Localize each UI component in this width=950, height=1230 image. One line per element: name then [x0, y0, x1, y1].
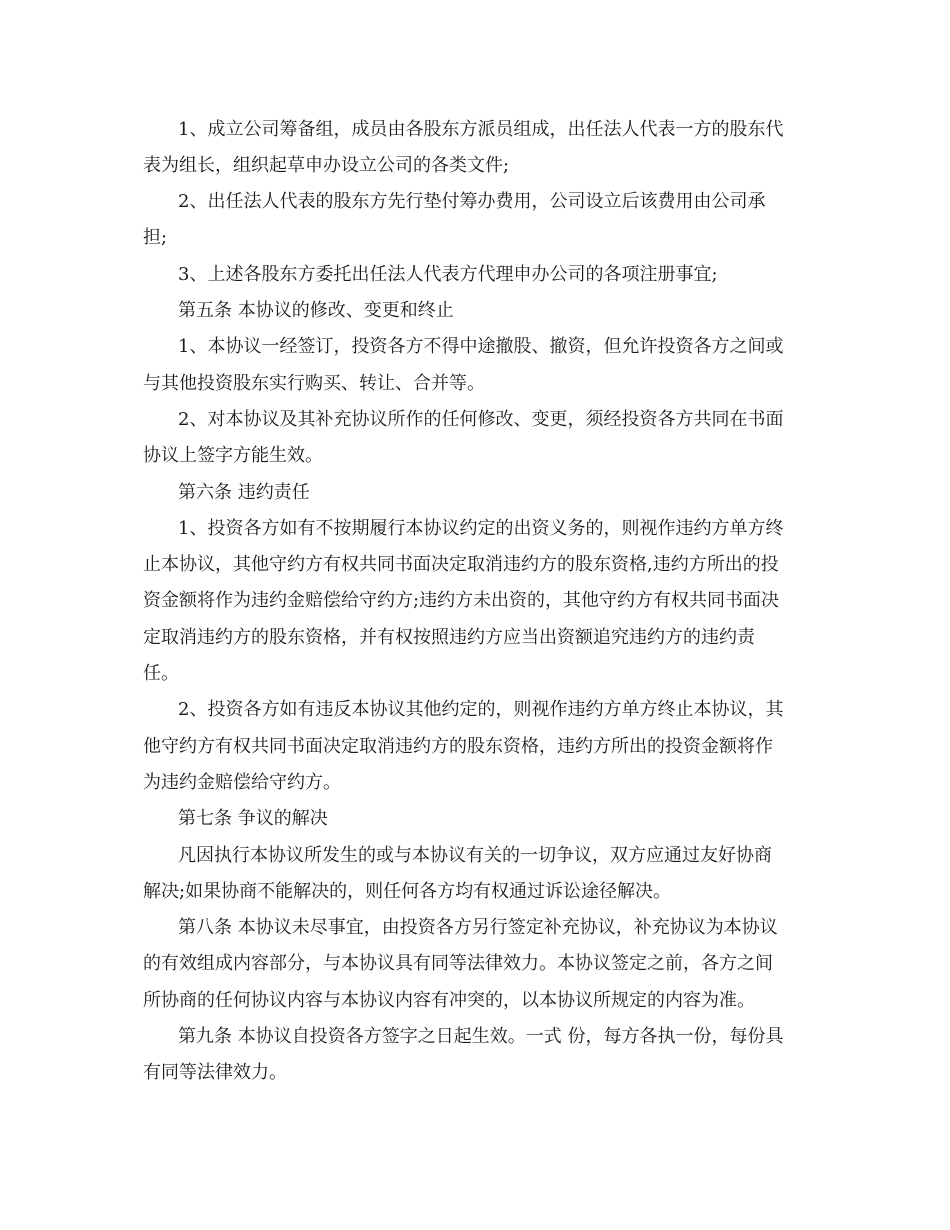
section-heading: 第五条 本协议的修改、变更和终止	[178, 300, 454, 321]
text-line: 担;	[143, 227, 168, 248]
text-line: 1、本协议一经签订，投资各方不得中途撤股、撤资，但允许投资各方之间或	[178, 336, 784, 357]
text-line: 2、对本协议及其补充协议所作的任何修改、变更，须经投资各方共同在书面	[178, 409, 784, 430]
text-line: 凡因执行本协议所发生的或与本协议有关的一切争议，双方应通过友好协商	[178, 845, 772, 866]
text-line: 资金额将作为违约金赔偿给守约方;违约方未出资的，其他守约方有权共同书面决	[143, 590, 780, 611]
text-line: 2、投资各方如有违反本协议其他约定的，则视作违约方单方终止本协议，其	[178, 699, 784, 720]
text-line: 1、投资各方如有不按期履行本协议约定的出资义务的，则视作违约方单方终	[178, 518, 784, 539]
text-line: 表为组长，组织起草申办设立公司的各类文件;	[143, 155, 510, 176]
text-line: 1、成立公司筹备组，成员由各股东方派员组成，出任法人代表一方的股东代	[178, 119, 784, 140]
section-heading: 第六条 违约责任	[178, 482, 310, 503]
text-line: 2、出任法人代表的股东方先行垫付筹办费用，公司设立后该费用由公司承	[178, 191, 766, 212]
text-line: 3、上述各股东方委托出任法人代表方代理申办公司的各项注册事宜;	[178, 264, 718, 285]
text-line: 任。	[143, 663, 179, 684]
text-line: 解决;如果协商不能解决的，则任何各方均有权通过诉讼途径解决。	[143, 881, 672, 902]
text-line: 的有效组成内容部分，与本协议具有同等法律效力。本协议签定之前，各方之间	[143, 953, 773, 974]
text-line: 与其他投资股东实行购买、转让、合并等。	[143, 373, 485, 394]
text-line: 第九条 本协议自投资各方签字之日起生效。一式 份，每方各执一份，每份具	[178, 1026, 784, 1047]
text-line: 为违约金赔偿给守约方。	[143, 772, 341, 793]
text-line: 止本协议，其他守约方有权共同书面决定取消违约方的股东资格,违约方所出的投	[143, 554, 779, 575]
text-line: 协议上签字方能生效。	[143, 445, 323, 466]
text-line: 有同等法律效力。	[143, 1062, 287, 1083]
text-line: 第八条 本协议未尽事宜，由投资各方另行签定补充协议，补充协议为本协议	[178, 917, 778, 938]
section-heading: 第七条 争议的解决	[178, 808, 328, 829]
text-line: 所协商的任何协议内容与本协议内容有冲突的，以本协议所规定的内容为准。	[143, 990, 755, 1011]
text-line: 定取消违约方的股东资格，并有权按照违约方应当出资额追究违约方的违约责	[143, 627, 755, 648]
text-line: 他守约方有权共同书面决定取消违约方的股东资格，违约方所出的投资金额将作	[143, 736, 773, 757]
